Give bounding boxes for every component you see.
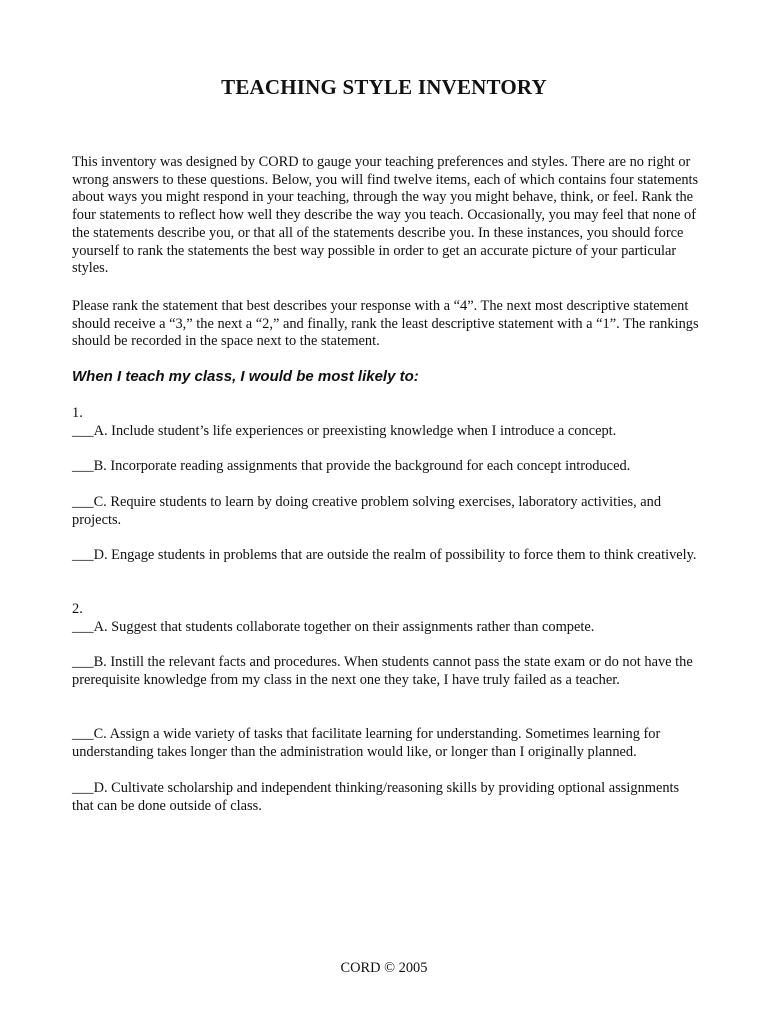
question-1-option-a: ___A. Include student’s life experiences or preexisting knowledge when I introduce a concept. [72, 423, 617, 439]
section-prompt: When I teach my class, I would be most likely to: [72, 368, 419, 385]
page-footer: CORD © 2005 [340, 960, 428, 976]
question-1-option-c: ___C. Require students to learn by doing creative problem solving exercises, laboratory activities, and projects. [72, 494, 662, 528]
question-number-1: 1. [72, 405, 83, 421]
question-number-2: 2. [72, 601, 83, 617]
question-2-option-c: ___C. Assign a wide variety of tasks that facilitate learning for understanding. Sometimes learning for understanding takes longer than the administration would like, or longer than I originally planned. [72, 726, 661, 760]
question-1-option-d: ___D. Engage students in problems that are outside the realm of possibility to force them to think creatively. [72, 547, 697, 563]
ranking-instructions: Please rank the statement that best describes your response with a “4”. The next most descriptive statement should receive a “3,” the next a “2,” and finally, rank the least descriptive statement with a “1”. The rankings should be recorded in the space next to the statement. [72, 298, 699, 350]
intro-paragraph: This inventory was designed by CORD to gauge your teaching preferences and styles. There are no right or wrong answers to these questions. Below, you will find twelve items, each of which contains four statements about ways you might respond in your teaching, through the way you might behave, think, or feel. Rank the four statements to reflect how well they describe the way you teach. Occasionally, you may feel that none of the statements describe you, or that all of the statements describe you. In these instances, you should force yourself to rank the statements the best way possible in order to get an accurate picture of your particular styles. [72, 154, 699, 277]
question-2-option-d: ___D. Cultivate scholarship and independent thinking/reasoning skills by providing optional assignments that can be done outside of class. [72, 780, 680, 814]
question-1-option-b: ___B. Incorporate reading assignments that provide the background for each concept introduced. [72, 458, 631, 474]
question-2-option-b: ___B. Instill the relevant facts and procedures. When students cannot pass the state exam or do not have the prerequisite knowledge from my class in the next one they take, I have truly failed as a teacher. [72, 654, 693, 688]
page-title: TEACHING STYLE INVENTORY [221, 75, 547, 99]
question-2-option-a: ___A. Suggest that students collaborate together on their assignments rather than compete. [72, 619, 595, 635]
